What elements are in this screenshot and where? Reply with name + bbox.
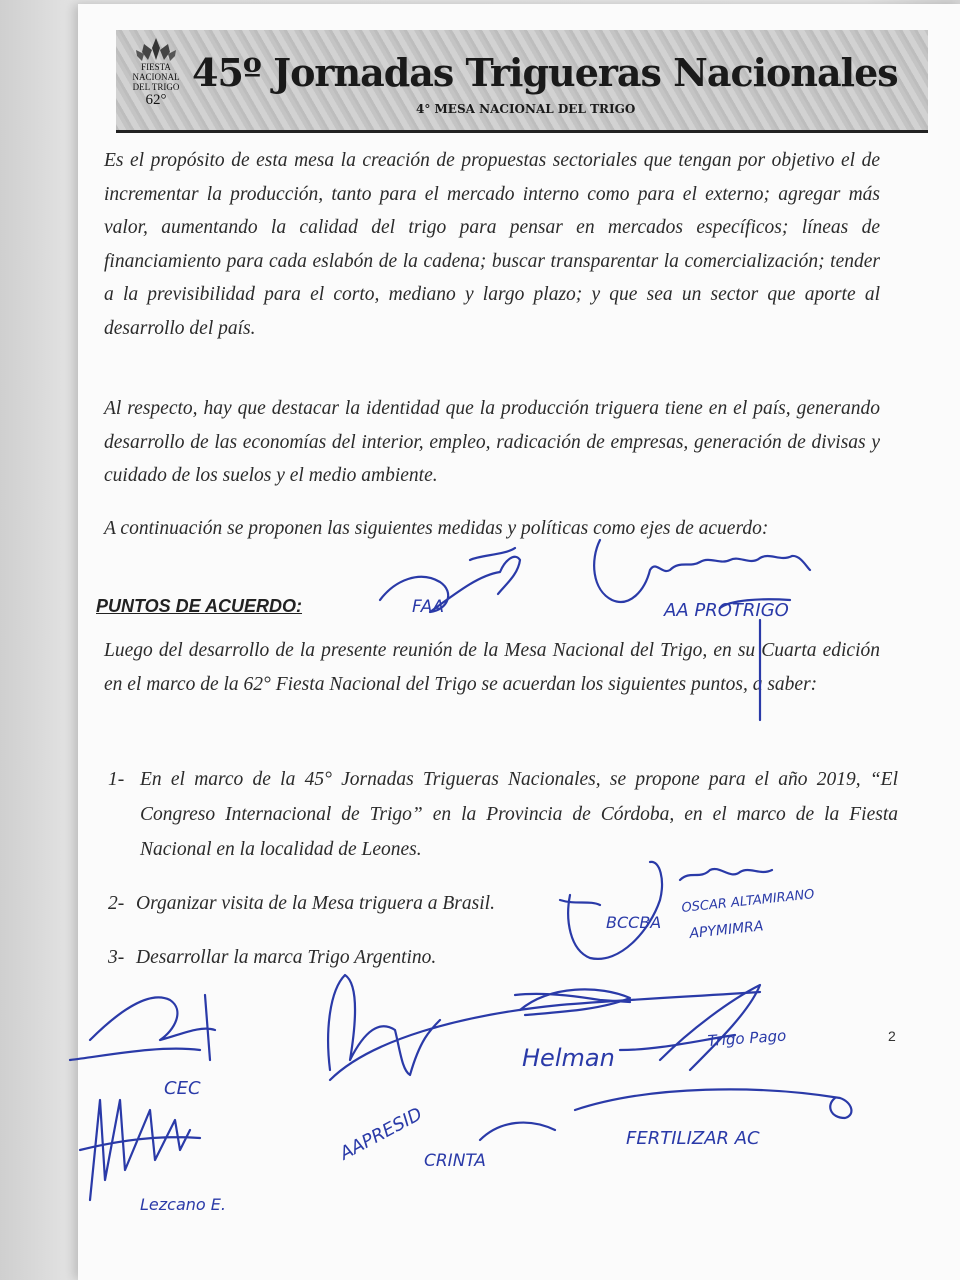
signature-label: Trigo Pago	[707, 1026, 787, 1050]
paragraph-identity: Al respecto, hay que destacar la identidad que la producción triguera tiene en el país, generando desarrollo de las economías del interior, empleo, radicación de empresas, generación de divisas y cuidado de los suelos y el medio ambiente.	[104, 398, 880, 486]
fiesta-logo	[124, 34, 188, 126]
signature-label: FERTILIZAR AC	[626, 1128, 760, 1149]
section-heading: PUNTOS DE ACUERDO:	[96, 596, 303, 616]
signature-label: OSCAR ALTAMIRANO	[680, 887, 816, 916]
signature-label: APYMIMRA	[688, 918, 765, 942]
signature-label: AA PROTRIGO	[664, 600, 789, 621]
signature-label: CEC	[164, 1078, 201, 1099]
list-item-text: Organizar visita de la Mesa triguera a Brasil.	[136, 893, 495, 914]
paragraph-purpose: Es el propósito de esta mesa la creación de propuestas sectoriales que tengan por objetivo el de incrementar la producción, tanto para el mercado interno como para el externo; agregar más valor, aumentando la calidad del trigo para pensar en mercados específicos; líneas de financiamiento para cada eslabón de la cadena; buscar transparentar la comercialización; tender a la previsibilidad para el corto, mediano y largo plazo; y que sea un sector que aporte al desarrollo del país.	[104, 150, 880, 339]
list-item-number: 1-	[108, 769, 125, 790]
list-item-number: 3-	[108, 947, 125, 968]
logo-line-1: FIESTA NACIONAL	[132, 62, 180, 82]
paragraph-agreement: Luego del desarrollo de la presente reunión de la Mesa Nacional del Trigo, en su Cuarta edición en el marco de la 62° Fiesta Nacional del Trigo se acuerdan los siguientes puntos, a saber:	[104, 640, 880, 695]
logo-line-3: 62°	[145, 92, 167, 108]
list-item-text: Desarrollar la marca Trigo Argentino.	[136, 947, 437, 968]
signature-label: BCCBA	[606, 913, 662, 932]
document-page	[78, 4, 960, 1280]
page-number: 2	[888, 1028, 896, 1044]
document-subtitle: 4° MESA NACIONAL DEL TRIGO	[416, 102, 636, 116]
signature-label: Helman	[522, 1044, 615, 1072]
list-item-text: En el marco de la 45° Jornadas Trigueras Nacionales, se propone para el año 2019, “El Congreso Internacional de Trigo” en la Provincia de Córdoba, en el marco de la Fiesta Nacional en la localidad de Leones.	[140, 769, 898, 860]
signature-label: Lezcano E.	[140, 1195, 226, 1214]
header-banner	[116, 30, 928, 133]
list-item-number: 2-	[108, 893, 125, 914]
logo-line-2: DEL TRIGO	[132, 82, 180, 92]
signature-label: AAPRESID	[336, 1103, 426, 1165]
signature-label: FAA	[412, 597, 445, 617]
document-title: 45º Jornadas Trigueras Nacionales	[192, 50, 898, 95]
paragraph-measures: A continuación se proponen las siguientes medidas y políticas como ejes de acuerdo:	[104, 518, 769, 539]
signature-label: CRINTA	[424, 1151, 486, 1171]
wheat-emblem-icon	[134, 36, 178, 62]
